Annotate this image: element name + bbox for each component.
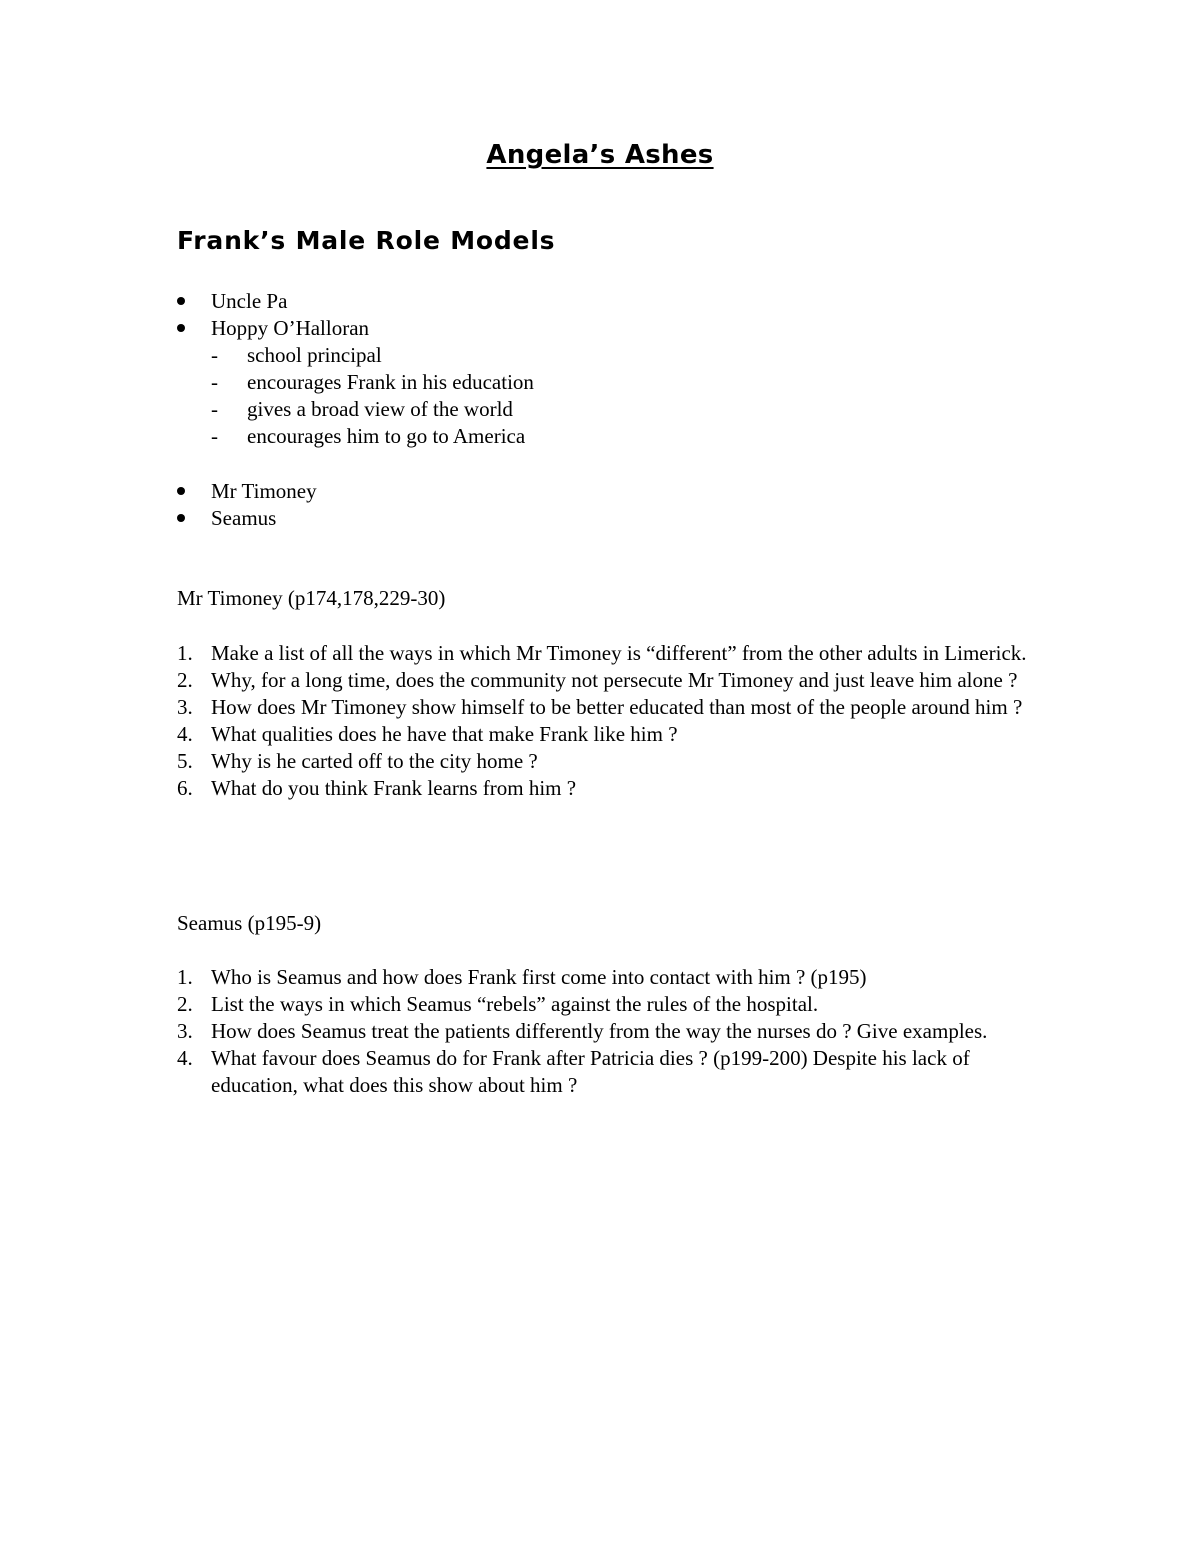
- section-heading-seamus: Seamus (p195-9): [177, 911, 322, 935]
- question-item: [177, 721, 1027, 748]
- question-item: [177, 964, 1027, 991]
- dash-icon: -: [211, 343, 218, 367]
- question-list-timoney: [177, 640, 1027, 802]
- role-model-name: Seamus: [211, 506, 277, 530]
- role-model-detail: encourages Frank in his education: [247, 370, 534, 394]
- question-text: Make a list of all the ways in which Mr Timoney is “different” from the other adults in Limerick.: [211, 641, 1027, 665]
- sub-list-item: [177, 369, 534, 396]
- role-model-detail: gives a broad view of the world: [247, 397, 513, 421]
- question-number: 2.: [177, 992, 193, 1016]
- question-number: 5.: [177, 749, 193, 773]
- question-item: [177, 1045, 1027, 1099]
- question-number: 3.: [177, 1019, 193, 1043]
- question-number: 1.: [177, 641, 193, 665]
- role-model-name: Uncle Pa: [211, 289, 288, 313]
- question-number: 4.: [177, 1046, 193, 1070]
- dash-icon: -: [211, 397, 218, 421]
- document-subtitle: Frank’s Male Role Models: [177, 226, 556, 255]
- sub-list-item: [177, 342, 534, 369]
- dash-icon: -: [211, 370, 218, 394]
- question-text: Why, for a long time, does the community not persecute Mr Timoney and just leave him alone ?: [211, 668, 1018, 692]
- bullet-icon: [177, 315, 211, 342]
- list-item: [177, 288, 534, 315]
- question-text: How does Mr Timoney show himself to be better educated than most of the people around him ?: [211, 695, 1023, 719]
- bullet-icon: [177, 505, 211, 532]
- question-text: What do you think Frank learns from him ?: [211, 776, 577, 800]
- sub-list-item: [177, 423, 534, 450]
- list-item: [177, 505, 534, 532]
- sub-list-item: [177, 396, 534, 423]
- dash-icon: -: [211, 424, 218, 448]
- question-text: How does Seamus treat the patients differently from the way the nurses do ? Give examples.: [211, 1019, 988, 1043]
- question-text: List the ways in which Seamus “rebels” against the rules of the hospital.: [211, 992, 819, 1016]
- list-item: [177, 478, 534, 505]
- role-model-detail: encourages him to go to America: [247, 424, 526, 448]
- question-item: [177, 667, 1027, 694]
- question-text: Why is he carted off to the city home ?: [211, 749, 538, 773]
- question-item: [177, 991, 1027, 1018]
- question-item: [177, 694, 1027, 721]
- question-item: [177, 775, 1027, 802]
- question-item: [177, 1018, 1027, 1045]
- question-number: 6.: [177, 776, 193, 800]
- list-spacer: [177, 450, 534, 478]
- role-models-list: [177, 288, 534, 532]
- list-item: [177, 315, 534, 342]
- question-text: Who is Seamus and how does Frank first come into contact with him ? (p195): [211, 965, 867, 989]
- bullet-icon: [177, 288, 211, 315]
- bullet-icon: [177, 478, 211, 505]
- role-model-detail: school principal: [247, 343, 382, 367]
- question-list-seamus: [177, 964, 1027, 1099]
- section-heading-timoney: Mr Timoney (p174,178,229-30): [177, 586, 446, 610]
- document-title: Angela’s Ashes: [486, 140, 714, 170]
- question-item: [177, 640, 1027, 667]
- question-number: 3.: [177, 695, 193, 719]
- question-number: 1.: [177, 965, 193, 989]
- question-item: [177, 748, 1027, 775]
- role-model-name: Hoppy O’Halloran: [211, 316, 370, 340]
- question-number: 4.: [177, 722, 193, 746]
- question-text: What favour does Seamus do for Frank after Patricia dies ? (p199-200) Despite his lack of education, what does this show about him ?: [211, 1046, 970, 1097]
- role-model-name: Mr Timoney: [211, 479, 317, 503]
- question-number: 2.: [177, 668, 193, 692]
- question-text: What qualities does he have that make Frank like him ?: [211, 722, 678, 746]
